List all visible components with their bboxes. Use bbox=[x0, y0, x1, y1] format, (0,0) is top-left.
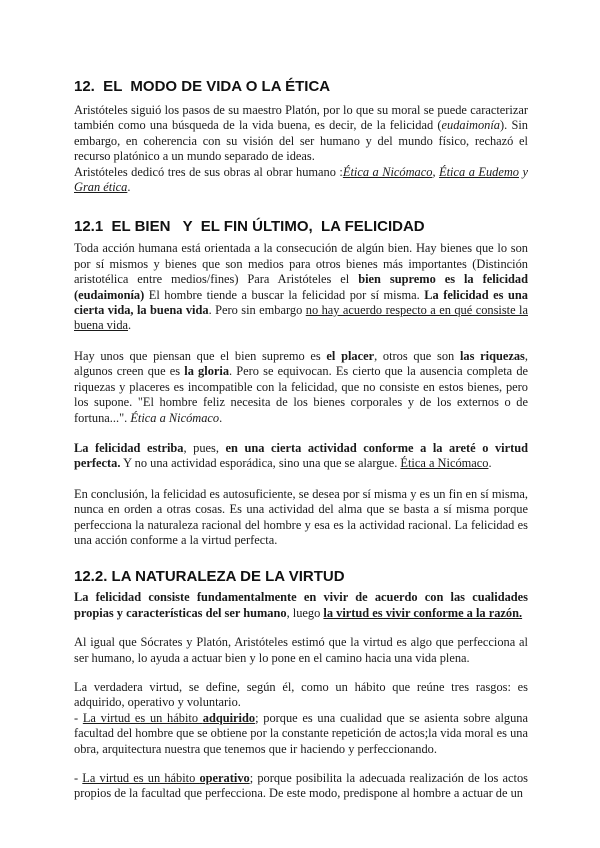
underlined-span: La virtud es un hábito bbox=[82, 710, 203, 725]
text-span: , pues, bbox=[183, 440, 226, 455]
text-span: , algunos creen que es bbox=[74, 348, 528, 379]
paragraph-12-1-bien bbox=[74, 241, 528, 333]
work-title-eudemo: Ética a Eudemo bbox=[439, 164, 519, 179]
paragraph-12-1-opiniones bbox=[74, 349, 528, 426]
text-span: . bbox=[488, 456, 492, 471]
bold-span: La felicidad es una cierta vida, la buena vida bbox=[74, 287, 528, 318]
text-span: ). Sin embargo, en coherencia con su visión del ser humano y del mundo físico, rechazó el recurso platónico a un mundo separado de ideas. bbox=[74, 118, 528, 164]
bold-span: La felicidad estriba bbox=[74, 440, 184, 455]
work-title-gran-etica: Gran ética bbox=[74, 180, 128, 195]
list-item-operativo bbox=[74, 771, 528, 802]
bold-span: en una cierta actividad conforme a la areté o virtud perfecta. bbox=[74, 440, 528, 471]
bold-underlined-span: adquirido bbox=[202, 710, 256, 725]
list-item-adquirido bbox=[74, 711, 528, 757]
term-eudaimonia: eudaimonía bbox=[441, 118, 501, 133]
text-span: , luego bbox=[286, 605, 324, 620]
bold-span: el placer bbox=[326, 348, 375, 363]
heading-12-1: 12.1 EL BIEN Y EL FIN ÚLTIMO, LA FELICIDAD bbox=[74, 218, 425, 236]
text-span: , otros que son bbox=[374, 348, 460, 363]
paragraph-12-intro bbox=[74, 103, 528, 165]
text-span: . bbox=[128, 318, 132, 333]
heading-12: 12. EL MODO DE VIDA O LA ÉTICA bbox=[74, 78, 331, 95]
text-span: Toda acción humana está orientada a la consecución de algún bien. Hay bienes que lo son por sí mismos y bienes que son medios para otros bienes más importantes (Distinción aristotélica entre medios/fines) Para Aristóteles el bbox=[74, 241, 528, 287]
bold-underlined-span: la virtud es vivir conforme a la razón. bbox=[323, 605, 523, 620]
text-span: . bbox=[127, 180, 131, 195]
paragraph-12-1-conclusion: En conclusión, la felicidad es autosuficiente, se desea por sí misma y es un fin en sí misma, nunca en orden a otras cosas. Es una actividad del alma que se basta a sí misma porque perfecciona la naturaleza racional del hombre y esa es la actividad racional. La felicidad es una acción conforme a la virtud perfecta. bbox=[74, 486, 528, 547]
work-title-nicomaco: Ética a Nicómaco bbox=[342, 164, 433, 179]
heading-12-2: 12.2. LA NATURALEZA DE LA VIRTUD bbox=[74, 568, 345, 586]
bold-underlined-span: operativo bbox=[199, 771, 250, 785]
work-title-nicomaco: Ética a Nicómaco bbox=[130, 410, 220, 425]
text-span: , bbox=[432, 164, 440, 179]
underlined-span: La virtud es un hábito bbox=[82, 771, 200, 785]
work-title-nicomaco: Ética a Nicómaco bbox=[400, 456, 489, 471]
bold-span: La felicidad consiste fundamentalmente en vivir de acuerdo con las cualidades propias y características del ser humano bbox=[74, 590, 528, 620]
text-span: Aristóteles dedicó tres de sus obras al obrar humano : bbox=[74, 164, 343, 179]
paragraph-12-works bbox=[74, 165, 528, 196]
underlined-span: no hay acuerdo respecto a en qué consiste la buena vida bbox=[74, 303, 528, 333]
text-span: El hombre tiende a buscar la felicidad por sí misma. bbox=[144, 287, 425, 302]
text-span: . Pero sin embargo bbox=[208, 303, 306, 318]
document-page bbox=[74, 78, 528, 802]
paragraph-12-2-definicion: La verdadera virtud, se define, según él, como un hábito que reúne tres rasgos: es adquirido, operativo y voluntario. bbox=[74, 679, 528, 710]
text-span: - bbox=[74, 771, 83, 785]
text-span: . Pero se equivocan. Es cierto que la ausencia completa de riquezas y placeres es incompatible con la felicidad, que no consiste en estos bienes, pero los supone. "El hombre feliz necesita de los bienes corporales y de los externos o de fortuna...". bbox=[74, 364, 529, 425]
bold-span: las riquezas bbox=[459, 348, 525, 363]
paragraph-12-2-socrates: Al igual que Sócrates y Platón, Aristóteles estimó que la virtud es algo que perfecciona al ser humano, lo ayuda a actuar bien y lo pone en el camino hacia una vida plena. bbox=[74, 635, 528, 665]
text-span: . bbox=[219, 410, 223, 425]
text-span: ; porque es una cualidad que se asienta sobre alguna facultad del hombre que se obtiene por la constante repetición de actos;la vida moral es una obra, arquitectura nuestra que tenemos que ir haciendo y perfeccionando. bbox=[74, 710, 528, 756]
text-span: y bbox=[518, 164, 528, 179]
text-span: Aristóteles siguió los pasos de su maestro Platón, por lo que su moral se puede caracterizar también como una búsqueda de la vida buena, es decir, de la felicidad ( bbox=[74, 103, 528, 133]
text-span: Y no una actividad esporádica, sino una que se alargue. bbox=[120, 456, 401, 471]
bold-span: bien supremo es la felicidad (eudaimonía) bbox=[74, 272, 528, 302]
paragraph-12-1-estriba bbox=[74, 441, 528, 472]
text-span: - bbox=[74, 710, 83, 725]
text-span: Hay unos que piensan que el bien supremo es bbox=[74, 348, 327, 363]
bold-span: la gloria bbox=[184, 364, 230, 379]
text-span: ; porque posibilita la adecuada realización de los actos propios de la facultad que perfecciona. De este modo, predispone al hombre a actuar de un bbox=[74, 771, 528, 801]
paragraph-12-2-felicidad bbox=[74, 590, 528, 621]
